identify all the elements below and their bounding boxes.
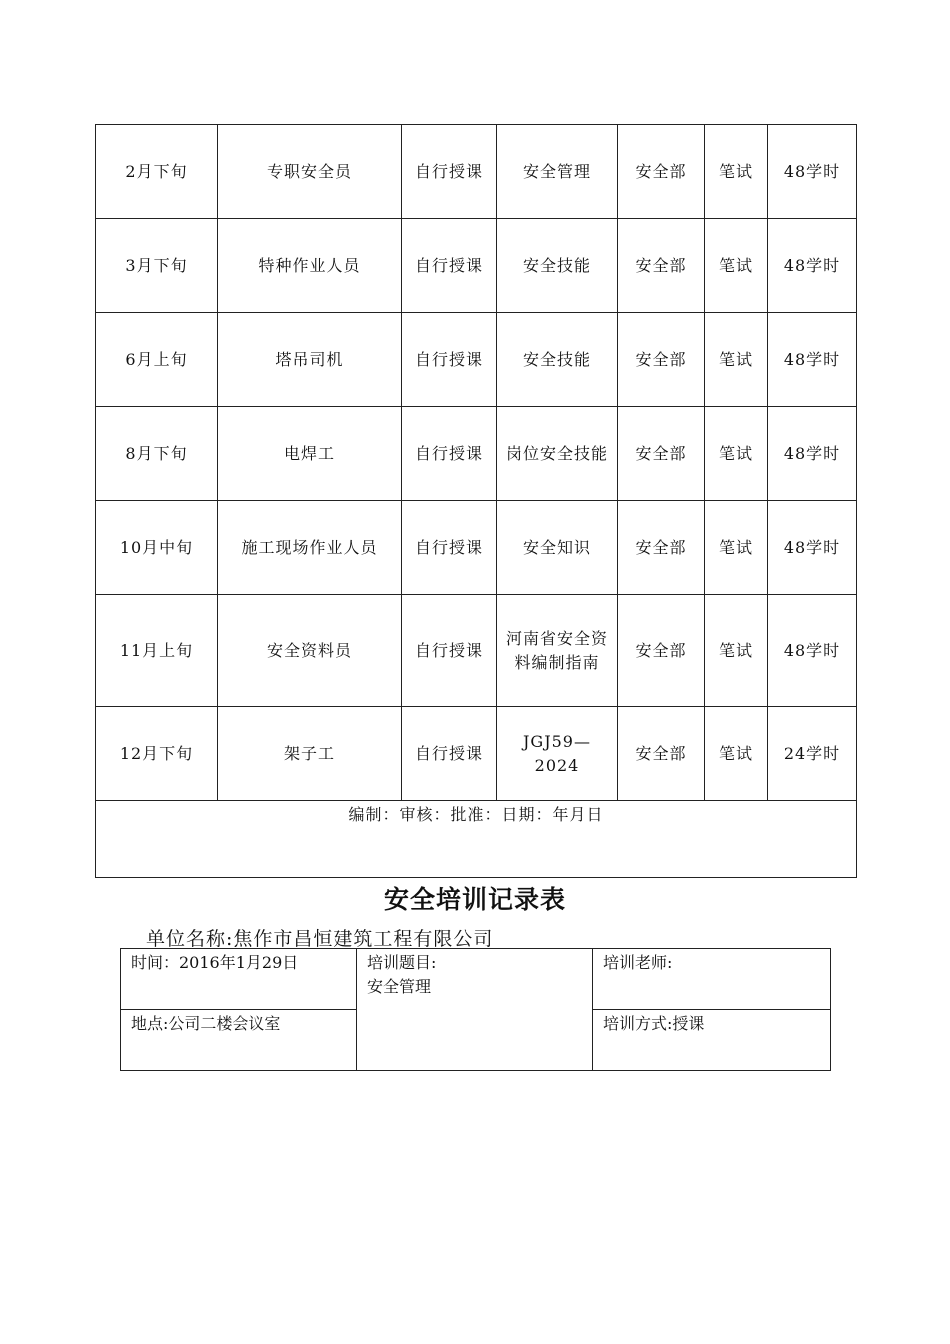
cell-mode: 自行授课 [402, 595, 497, 707]
cell-exam: 笔试 [705, 707, 768, 801]
cell-content: JGJ59—2024 [497, 707, 618, 801]
cell-hours: 24学时 [768, 707, 857, 801]
record-title: 安全培训记录表 [383, 885, 566, 914]
table-row [96, 125, 857, 219]
cell-period: 10月中旬 [96, 501, 218, 595]
cell-hours: 48学时 [768, 407, 857, 501]
cell-period: 6月上旬 [96, 313, 218, 407]
cell-trainee: 架子工 [218, 707, 402, 801]
cell-dept: 安全部 [618, 595, 705, 707]
cell-content: 岗位安全技能 [497, 407, 618, 501]
cell-dept: 安全部 [618, 313, 705, 407]
teacher-cell: 培训老师: [593, 949, 831, 1010]
sign-off-line: 编制：审核：批准：日期：年月日 [96, 801, 857, 878]
location-cell: 地点:公司二楼会议室 [121, 1010, 357, 1071]
cell-dept: 安全部 [618, 219, 705, 313]
cell-content: 安全知识 [497, 501, 618, 595]
cell-content: 安全管理 [497, 125, 618, 219]
cell-mode: 自行授课 [402, 707, 497, 801]
cell-content: 安全技能 [497, 313, 618, 407]
time-cell: 时间：2016年1月29日 [121, 949, 357, 1010]
cell-hours: 48学时 [768, 125, 857, 219]
cell-dept: 安全部 [618, 125, 705, 219]
cell-content: 河南省安全资料编制指南 [497, 595, 618, 707]
cell-exam: 笔试 [705, 125, 768, 219]
cell-period: 8月下旬 [96, 407, 218, 501]
cell-hours: 48学时 [768, 313, 857, 407]
cell-trainee: 特种作业人员 [218, 219, 402, 313]
table-row [96, 219, 857, 313]
cell-trainee: 施工现场作业人员 [218, 501, 402, 595]
cell-period: 11月上旬 [96, 595, 218, 707]
cell-period: 3月下旬 [96, 219, 218, 313]
table-row [96, 595, 857, 707]
table-footer-row [96, 801, 857, 878]
table-row [96, 407, 857, 501]
cell-mode: 自行授课 [402, 407, 497, 501]
cell-trainee: 电焊工 [218, 407, 402, 501]
cell-dept: 安全部 [618, 407, 705, 501]
cell-mode: 自行授课 [402, 501, 497, 595]
unit-name: 单位名称:焦作市昌恒建筑工程有限公司 [146, 928, 494, 950]
method-cell: 培训方式:授课 [593, 1010, 831, 1071]
cell-trainee: 塔吊司机 [218, 313, 402, 407]
cell-mode: 自行授课 [402, 313, 497, 407]
cell-hours: 48学时 [768, 595, 857, 707]
cell-hours: 48学时 [768, 501, 857, 595]
cell-dept: 安全部 [618, 501, 705, 595]
table-row [121, 949, 831, 1010]
table-row [96, 313, 857, 407]
cell-exam: 笔试 [705, 501, 768, 595]
table-row [96, 501, 857, 595]
training-plan-table [95, 124, 857, 878]
training-record-table [120, 948, 831, 1071]
table-row [96, 707, 857, 801]
cell-exam: 笔试 [705, 219, 768, 313]
cell-mode: 自行授课 [402, 219, 497, 313]
cell-trainee: 安全资料员 [218, 595, 402, 707]
cell-exam: 笔试 [705, 313, 768, 407]
cell-mode: 自行授课 [402, 125, 497, 219]
cell-trainee: 专职安全员 [218, 125, 402, 219]
topic-label: 培训题目: [367, 953, 437, 972]
cell-content: 安全技能 [497, 219, 618, 313]
topic-value: 安全管理 [367, 977, 432, 996]
cell-hours: 48学时 [768, 219, 857, 313]
cell-period: 12月下旬 [96, 707, 218, 801]
topic-cell [357, 949, 593, 1071]
cell-period: 2月下旬 [96, 125, 218, 219]
cell-exam: 笔试 [705, 407, 768, 501]
cell-exam: 笔试 [705, 595, 768, 707]
cell-dept: 安全部 [618, 707, 705, 801]
